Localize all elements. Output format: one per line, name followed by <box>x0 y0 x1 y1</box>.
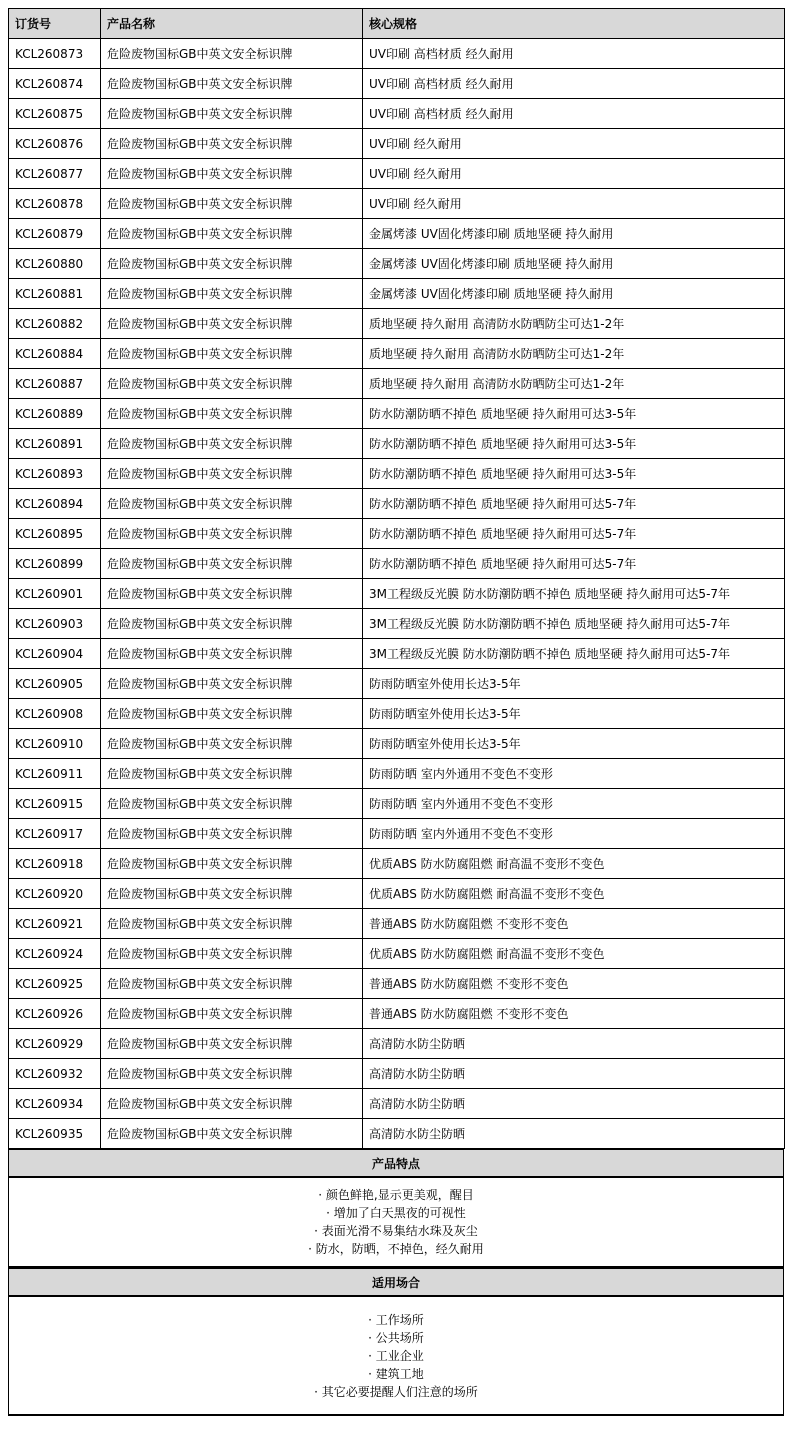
occasions-list <box>8 1297 784 1416</box>
features-list <box>8 1178 784 1268</box>
product-name-cell: 危险废物国标GB中英文安全标识牌 <box>101 1119 363 1149</box>
occasions-section-header <box>8 1267 784 1297</box>
table-row <box>9 129 785 159</box>
product-name-cell: 危险废物国标GB中英文安全标识牌 <box>101 609 363 639</box>
product-name-cell: 危险废物国标GB中英文安全标识牌 <box>101 519 363 549</box>
order-number-cell: KCL260889 <box>9 399 101 429</box>
product-table <box>8 8 785 1149</box>
product-name-cell: 危险废物国标GB中英文安全标识牌 <box>101 699 363 729</box>
product-name-cell: 危险废物国标GB中英文安全标识牌 <box>101 159 363 189</box>
table-row <box>9 789 785 819</box>
core-spec-cell: 防水防潮防晒不掉色 质地坚硬 持久耐用可达5-7年 <box>363 549 785 579</box>
product-name-cell: 危险废物国标GB中英文安全标识牌 <box>101 669 363 699</box>
core-spec-cell: UV印刷 经久耐用 <box>363 189 785 219</box>
product-name-cell: 危险废物国标GB中英文安全标识牌 <box>101 249 363 279</box>
occasions-item: · 工作场所 <box>368 1312 424 1327</box>
product-name-cell: 危险废物国标GB中英文安全标识牌 <box>101 219 363 249</box>
table-row <box>9 279 785 309</box>
order-number-cell: KCL260884 <box>9 339 101 369</box>
product-name-cell: 危险废物国标GB中英文安全标识牌 <box>101 789 363 819</box>
features-section-title: 产品特点 <box>371 1156 420 1171</box>
core-spec-cell: 防雨防晒 室内外通用不变色不变形 <box>363 819 785 849</box>
core-spec-cell: 优质ABS 防水防腐阻燃 耐高温不变形不变色 <box>363 879 785 909</box>
product-name-cell: 危险废物国标GB中英文安全标识牌 <box>101 279 363 309</box>
core-spec-cell: UV印刷 高档材质 经久耐用 <box>363 69 785 99</box>
product-name-cell: 危险废物国标GB中英文安全标识牌 <box>101 399 363 429</box>
core-spec-cell: 防水防潮防晒不掉色 质地坚硬 持久耐用可达3-5年 <box>363 459 785 489</box>
core-spec-cell: 防水防潮防晒不掉色 质地坚硬 持久耐用可达3-5年 <box>363 399 785 429</box>
product-name-cell: 危险废物国标GB中英文安全标识牌 <box>101 639 363 669</box>
core-spec-cell: UV印刷 高档材质 经久耐用 <box>363 39 785 69</box>
table-row <box>9 399 785 429</box>
table-row <box>9 99 785 129</box>
order-number-cell: KCL260901 <box>9 579 101 609</box>
order-number-cell: KCL260905 <box>9 669 101 699</box>
core-spec-cell: 高清防水防尘防晒 <box>363 1059 785 1089</box>
order-number-cell: KCL260925 <box>9 969 101 999</box>
order-number-cell: KCL260894 <box>9 489 101 519</box>
occasions-item: · 工业企业 <box>368 1348 424 1363</box>
table-row <box>9 1089 785 1119</box>
order-number-cell: KCL260921 <box>9 909 101 939</box>
table-row <box>9 1119 785 1149</box>
core-spec-cell: 普通ABS 防水防腐阻燃 不变形不变色 <box>363 969 785 999</box>
order-number-cell: KCL260903 <box>9 609 101 639</box>
core-spec-cell: 防雨防晒室外使用长达3-5年 <box>363 669 785 699</box>
core-spec-cell: UV印刷 经久耐用 <box>363 159 785 189</box>
product-name-cell: 危险废物国标GB中英文安全标识牌 <box>101 729 363 759</box>
product-name-cell: 危险废物国标GB中英文安全标识牌 <box>101 579 363 609</box>
core-spec-cell: 质地坚硬 持久耐用 高清防水防晒防尘可达1-2年 <box>363 309 785 339</box>
table-row <box>9 669 785 699</box>
product-name-cell: 危险废物国标GB中英文安全标识牌 <box>101 909 363 939</box>
product-name-cell: 危险废物国标GB中英文安全标识牌 <box>101 489 363 519</box>
col-header-order-number: 订货号 <box>9 9 101 39</box>
order-number-cell: KCL260891 <box>9 429 101 459</box>
core-spec-cell: 优质ABS 防水防腐阻燃 耐高温不变形不变色 <box>363 849 785 879</box>
table-row <box>9 909 785 939</box>
order-number-cell: KCL260881 <box>9 279 101 309</box>
table-row <box>9 69 785 99</box>
product-name-cell: 危险废物国标GB中英文安全标识牌 <box>101 429 363 459</box>
core-spec-cell: 金属烤漆 UV固化烤漆印刷 质地坚硬 持久耐用 <box>363 249 785 279</box>
product-name-cell: 危险废物国标GB中英文安全标识牌 <box>101 819 363 849</box>
order-number-cell: KCL260904 <box>9 639 101 669</box>
table-row <box>9 849 785 879</box>
table-row <box>9 159 785 189</box>
table-row <box>9 519 785 549</box>
order-number-cell: KCL260873 <box>9 39 101 69</box>
order-number-cell: KCL260915 <box>9 789 101 819</box>
order-number-cell: KCL260893 <box>9 459 101 489</box>
core-spec-cell: 3M工程级反光膜 防水防潮防晒不掉色 质地坚硬 持久耐用可达5-7年 <box>363 579 785 609</box>
product-name-cell: 危险废物国标GB中英文安全标识牌 <box>101 129 363 159</box>
order-number-cell: KCL260926 <box>9 999 101 1029</box>
order-number-cell: KCL260877 <box>9 159 101 189</box>
product-name-cell: 危险废物国标GB中英文安全标识牌 <box>101 1059 363 1089</box>
features-item: · 增加了白天黑夜的可视性 <box>326 1206 466 1220</box>
table-row <box>9 969 785 999</box>
table-row <box>9 1029 785 1059</box>
order-number-cell: KCL260935 <box>9 1119 101 1149</box>
order-number-cell: KCL260932 <box>9 1059 101 1089</box>
order-number-cell: KCL260908 <box>9 699 101 729</box>
product-name-cell: 危险废物国标GB中英文安全标识牌 <box>101 849 363 879</box>
table-row <box>9 939 785 969</box>
core-spec-cell: 质地坚硬 持久耐用 高清防水防晒防尘可达1-2年 <box>363 339 785 369</box>
core-spec-cell: 防雨防晒室外使用长达3-5年 <box>363 729 785 759</box>
occasions-item: · 其它必要提醒人们注意的场所 <box>314 1384 478 1399</box>
core-spec-cell: UV印刷 高档材质 经久耐用 <box>363 99 785 129</box>
table-row <box>9 609 785 639</box>
table-row <box>9 369 785 399</box>
core-spec-cell: 防水防潮防晒不掉色 质地坚硬 持久耐用可达3-5年 <box>363 429 785 459</box>
product-name-cell: 危险废物国标GB中英文安全标识牌 <box>101 369 363 399</box>
occasions-item: · 公共场所 <box>368 1330 424 1345</box>
product-name-cell: 危险废物国标GB中英文安全标识牌 <box>101 69 363 99</box>
features-item: · 防水，防晒，不掉色，经久耐用 <box>308 1242 484 1256</box>
core-spec-cell: 质地坚硬 持久耐用 高清防水防晒防尘可达1-2年 <box>363 369 785 399</box>
order-number-cell: KCL260929 <box>9 1029 101 1059</box>
order-number-cell: KCL260876 <box>9 129 101 159</box>
core-spec-cell: 普通ABS 防水防腐阻燃 不变形不变色 <box>363 999 785 1029</box>
order-number-cell: KCL260895 <box>9 519 101 549</box>
table-row <box>9 699 785 729</box>
core-spec-cell: UV印刷 经久耐用 <box>363 129 785 159</box>
table-row <box>9 339 785 369</box>
table-row <box>9 459 785 489</box>
order-number-cell: KCL260875 <box>9 99 101 129</box>
table-row <box>9 549 785 579</box>
product-name-cell: 危险废物国标GB中英文安全标识牌 <box>101 939 363 969</box>
table-row <box>9 999 785 1029</box>
core-spec-cell: 优质ABS 防水防腐阻燃 耐高温不变形不变色 <box>363 939 785 969</box>
product-name-cell: 危险废物国标GB中英文安全标识牌 <box>101 99 363 129</box>
product-name-cell: 危险废物国标GB中英文安全标识牌 <box>101 39 363 69</box>
core-spec-cell: 防水防潮防晒不掉色 质地坚硬 持久耐用可达5-7年 <box>363 489 785 519</box>
product-name-cell: 危险废物国标GB中英文安全标识牌 <box>101 759 363 789</box>
table-row <box>9 249 785 279</box>
table-row <box>9 639 785 669</box>
table-row <box>9 579 785 609</box>
table-row <box>9 489 785 519</box>
core-spec-cell: 普通ABS 防水防腐阻燃 不变形不变色 <box>363 909 785 939</box>
core-spec-cell: 防水防潮防晒不掉色 质地坚硬 持久耐用可达5-7年 <box>363 519 785 549</box>
product-name-cell: 危险废物国标GB中英文安全标识牌 <box>101 1089 363 1119</box>
features-item: · 表面光滑不易集结水珠及灰尘 <box>314 1224 478 1238</box>
product-name-cell: 危险废物国标GB中英文安全标识牌 <box>101 969 363 999</box>
order-number-cell: KCL260924 <box>9 939 101 969</box>
order-number-cell: KCL260887 <box>9 369 101 399</box>
order-number-cell: KCL260882 <box>9 309 101 339</box>
order-number-cell: KCL260917 <box>9 819 101 849</box>
product-name-cell: 危险废物国标GB中英文安全标识牌 <box>101 549 363 579</box>
table-row <box>9 309 785 339</box>
table-row <box>9 759 785 789</box>
table-row <box>9 879 785 909</box>
order-number-cell: KCL260934 <box>9 1089 101 1119</box>
product-name-cell: 危险废物国标GB中英文安全标识牌 <box>101 1029 363 1059</box>
product-name-cell: 危险废物国标GB中英文安全标识牌 <box>101 879 363 909</box>
occasions-item: · 建筑工地 <box>368 1366 424 1381</box>
core-spec-cell: 金属烤漆 UV固化烤漆印刷 质地坚硬 持久耐用 <box>363 279 785 309</box>
core-spec-cell: 高清防水防尘防晒 <box>363 1119 785 1149</box>
core-spec-cell: 防雨防晒 室内外通用不变色不变形 <box>363 789 785 819</box>
table-row <box>9 1059 785 1089</box>
order-number-cell: KCL260920 <box>9 879 101 909</box>
core-spec-cell: 防雨防晒 室内外通用不变色不变形 <box>363 759 785 789</box>
product-name-cell: 危险废物国标GB中英文安全标识牌 <box>101 189 363 219</box>
core-spec-cell: 防雨防晒室外使用长达3-5年 <box>363 699 785 729</box>
order-number-cell: KCL260880 <box>9 249 101 279</box>
features-item: · 颜色鲜艳,显示更美观，醒目 <box>318 1188 474 1202</box>
product-name-cell: 危险废物国标GB中英文安全标识牌 <box>101 339 363 369</box>
order-number-cell: KCL260879 <box>9 219 101 249</box>
table-row <box>9 729 785 759</box>
table-row <box>9 429 785 459</box>
core-spec-cell: 高清防水防尘防晒 <box>363 1089 785 1119</box>
order-number-cell: KCL260874 <box>9 69 101 99</box>
table-row <box>9 819 785 849</box>
core-spec-cell: 3M工程级反光膜 防水防潮防晒不掉色 质地坚硬 持久耐用可达5-7年 <box>363 639 785 669</box>
order-number-cell: KCL260910 <box>9 729 101 759</box>
col-header-core-spec: 核心规格 <box>363 9 785 39</box>
table-row <box>9 39 785 69</box>
table-row <box>9 189 785 219</box>
product-name-cell: 危险废物国标GB中英文安全标识牌 <box>101 309 363 339</box>
occasions-section-title: 适用场合 <box>371 1275 420 1290</box>
features-section-header <box>8 1148 784 1178</box>
col-header-product-name: 产品名称 <box>101 9 363 39</box>
product-name-cell: 危险废物国标GB中英文安全标识牌 <box>101 999 363 1029</box>
product-name-cell: 危险废物国标GB中英文安全标识牌 <box>101 459 363 489</box>
core-spec-cell: 3M工程级反光膜 防水防潮防晒不掉色 质地坚硬 持久耐用可达5-7年 <box>363 609 785 639</box>
core-spec-cell: 金属烤漆 UV固化烤漆印刷 质地坚硬 持久耐用 <box>363 219 785 249</box>
table-row <box>9 219 785 249</box>
order-number-cell: KCL260911 <box>9 759 101 789</box>
order-number-cell: KCL260899 <box>9 549 101 579</box>
table-header-row <box>9 9 785 39</box>
order-number-cell: KCL260918 <box>9 849 101 879</box>
core-spec-cell: 高清防水防尘防晒 <box>363 1029 785 1059</box>
order-number-cell: KCL260878 <box>9 189 101 219</box>
